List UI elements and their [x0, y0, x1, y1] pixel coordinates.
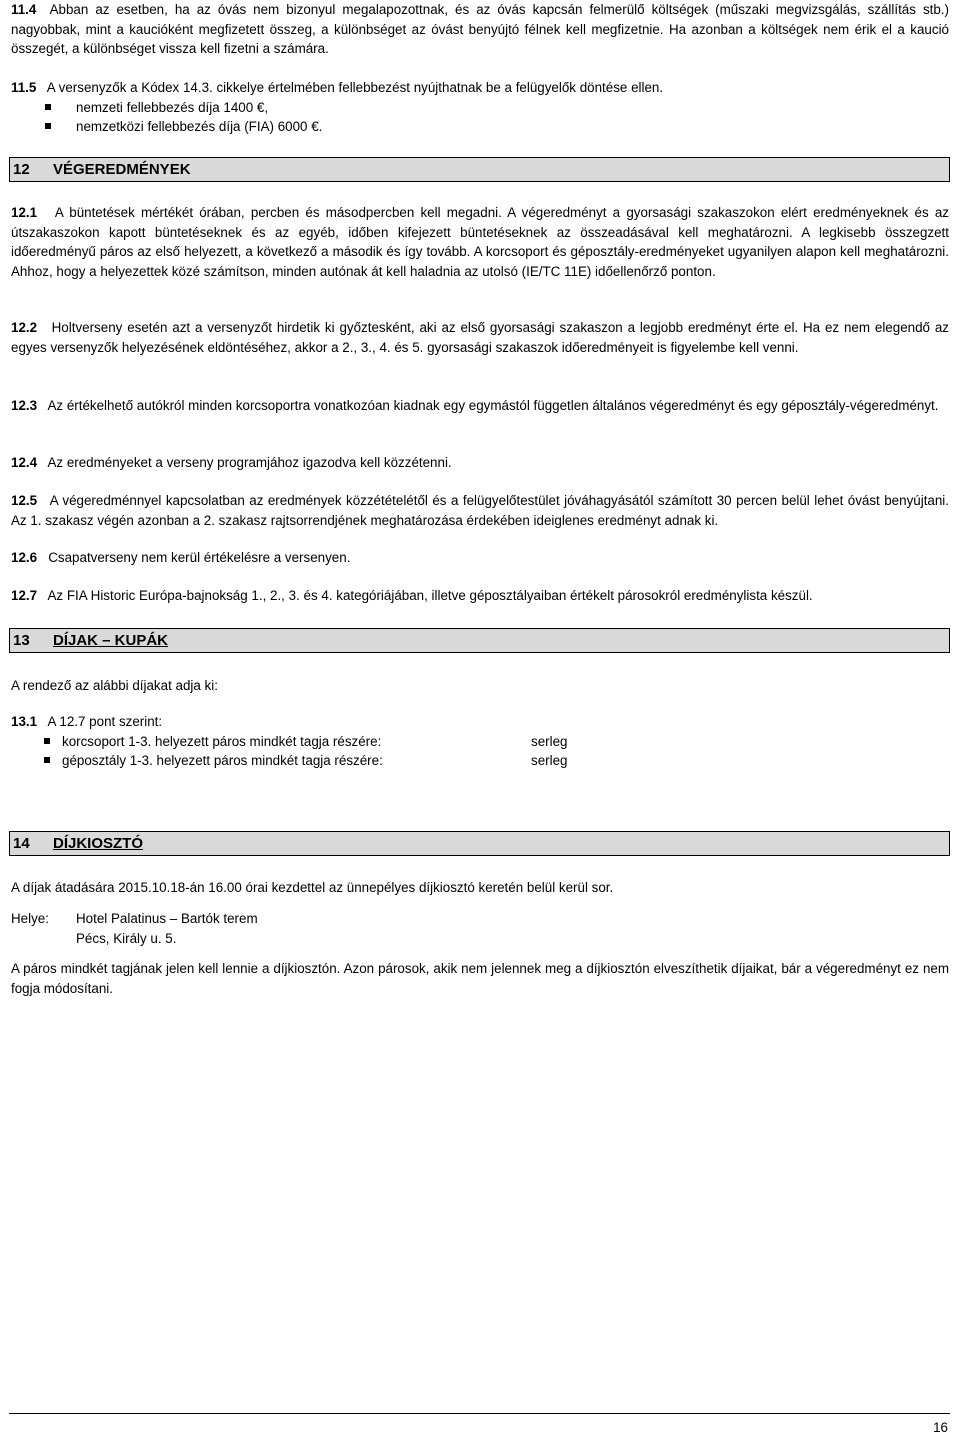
paragraph-number: 12.4 [11, 455, 38, 470]
paragraph-12-7 [11, 586, 949, 606]
list-item [11, 732, 949, 752]
paragraph-number: 13.1 [11, 714, 38, 729]
paragraph-text: Az értékelhető autókról minden korcsoportra vonatkozóan kiadnak egy egymástól független általános végeredményt és egy géposztály-végeredményt. [47, 398, 939, 413]
page-number: 16 [933, 1420, 948, 1435]
paragraph-number: 12.3 [11, 398, 38, 413]
prize-name: serleg [531, 733, 568, 749]
prize-recipient: korcsoport 1-3. helyezett páros mindkét tagja részére: [62, 733, 382, 749]
section-number: 12 [13, 161, 30, 178]
section-number: 14 [13, 835, 30, 852]
paragraph-12-4 [11, 453, 949, 473]
ceremony-time-text: A díjak átadására 2015.10.18-án 16.00 órai kezdettel az ünnepélyes díjkiosztó keretén belül kerül sor. [11, 880, 614, 895]
ceremony-note [11, 959, 949, 998]
section-heading-13 [9, 628, 950, 653]
section-heading-14 [9, 831, 950, 856]
paragraph-text: A versenyzők a Kódex 14.3. cikkelye értelmében fellebbezést nyújthatnak be a felügyelők döntése ellen. [46, 80, 664, 95]
paragraph-number: 12.6 [11, 550, 38, 565]
section-title: DÍJKIOSZTÓ [53, 835, 144, 852]
list-item: nemzetközi fellebbezés díja (FIA) 6000 €. [11, 117, 949, 137]
paragraph-12-1 [11, 203, 949, 281]
prize-name: serleg [531, 753, 568, 768]
paragraph-text: Abban az esetben, ha az óvás nem bizonyul megalapozottnak, és az óvás kapcsán felmerülő költségek (műszaki megvizsgálás, szállítás stb.) nagyobbak, mint a kaucióként megfizetett összeg, a különbséget az óvást benyújtó félnek kell megfizetnie. Ha azonban a költségek nem érik el a kaució összegét, a különbséget vissza kell fizetni a számára. [11, 2, 949, 56]
paragraph-number: 12.5 [11, 493, 38, 508]
paragraph-text: A 12.7 pont szerint: [47, 714, 163, 729]
place-line-1: Hotel Palatinus – Bartók terem [76, 911, 258, 926]
prizes-intro-text: A rendező az alábbi díjakat adja ki: [11, 678, 218, 693]
prize-list [11, 732, 949, 771]
list-item: nemzeti fellebbezés díja 1400 €, [11, 98, 949, 118]
paragraph-text: Az FIA Historic Európa-bajnokság 1., 2., 3. és 4. kategóriájában, illetve géposztályaiban értékelt párosokról eredménylista készül. [47, 588, 813, 603]
ceremony-place [11, 909, 949, 948]
place-label: Helye: [11, 911, 49, 926]
paragraph-12-2 [11, 318, 949, 357]
paragraph-12-6 [11, 548, 949, 568]
section-number: 13 [13, 632, 30, 649]
ceremony-time [11, 878, 949, 898]
section-heading-12 [9, 157, 950, 182]
paragraph-number: 11.5 [11, 80, 37, 95]
paragraph-text: Az eredményeket a verseny programjához igazodva kell közzétenni. [47, 455, 452, 470]
paragraph-12-5 [11, 491, 949, 530]
fee-list [11, 98, 949, 137]
prize-recipient: géposztály 1-3. helyezett páros mindkét tagja részére: [62, 753, 383, 768]
paragraph-12-3 [11, 396, 949, 416]
section-title: DÍJAK – KUPÁK [53, 632, 169, 649]
ceremony-note-text: A páros mindkét tagjának jelen kell lennie a díjkiosztón. Azon párosok, akik nem jelennek meg a díjkiosztón elveszíthetik díjaikat, bár a végeredményt ez nem fogja módosítani. [11, 961, 949, 996]
paragraph-11-5 [11, 78, 949, 137]
list-item [11, 751, 949, 771]
paragraph-text: A büntetések mértékét órában, percben és másodpercben kell megadni. A végeredményt a gyorsasági szakaszokon elért eredményeknek és az útszakaszokon kapott büntetéseknek és az egyéb, időben kifejezett büntetéseknek az összeadásával kell meghatározni. A legkisebb összegzett időeredményű páros az első helyezett, a következő a második és így tovább. A korcsoport és géposztály-eredményeket ugyanilyen alapon kell meghatározni. Ahhoz, hogy a helyezettek közé számítson, minden autónak át kell haladnia az utolsó (IE/TC 11E) időellenőrző ponton. [11, 205, 949, 279]
paragraph-text: Holtverseny esetén azt a versenyzőt hirdetik ki győztesként, aki az első gyorsasági szakaszon a legjobb eredményt érte el. Ha ez nem elegendő az egyes versenyzők helyezésének eldöntéséhez, akkor a 2., 3., 4. és 5. gyorsasági szakaszok időeredményeit is figyelembe kell venni. [11, 320, 949, 355]
paragraph-13-1 [11, 712, 949, 771]
paragraph-number: 12.2 [11, 320, 38, 335]
prizes-intro [11, 676, 949, 696]
section-title: VÉGEREDMÉNYEK [53, 161, 191, 178]
paragraph-number: 11.4 [11, 2, 37, 17]
paragraph-11-4 [11, 0, 949, 59]
place-line-2: Pécs, Király u. 5. [76, 930, 177, 946]
footer-divider [9, 1413, 950, 1414]
paragraph-text: Csapatverseny nem kerül értékelésre a versenyen. [48, 550, 351, 565]
paragraph-number: 12.1 [11, 205, 38, 220]
paragraph-number: 12.7 [11, 588, 38, 603]
paragraph-text: A végeredménnyel kapcsolatban az eredmények közzétételétől és a felügyelőtestület jóváhagyásától számított 30 percen belül lehet óvást benyújtani. Az 1. szakasz végén azonban a 2. szakasz rajtsorrendjének meghatározása érdekében ideiglenes eredményt adnak ki. [11, 493, 950, 528]
